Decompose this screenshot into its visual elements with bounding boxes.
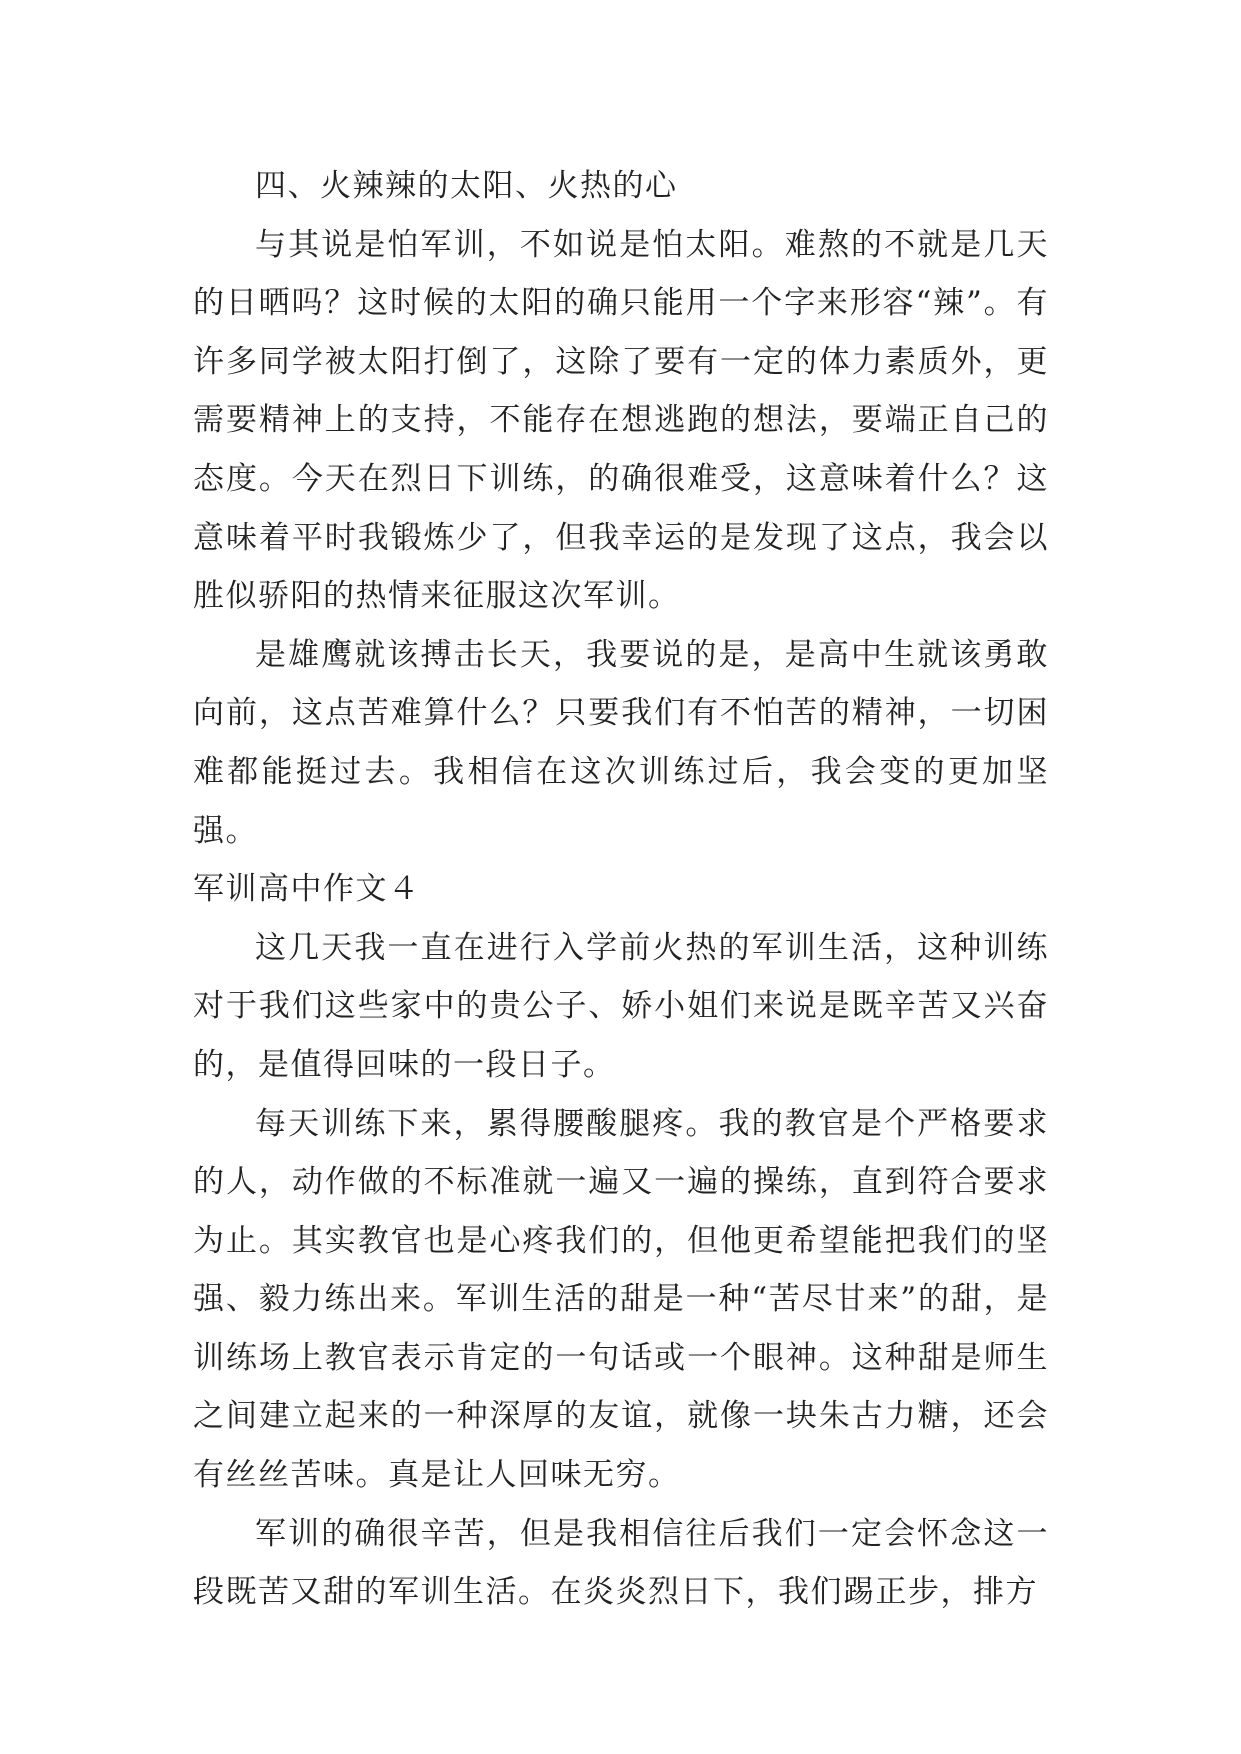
paragraph: 每天训练下来，累得腰酸腿疼。我的教官是个严格要求的人，动作做的不标准就一遍又一遍的操练，直到符合要求为止。其实教官也是心疼我们的，但他更希望能把我们的坚强、毅力练出来。军训生活的甜是一种“苦尽甘来”的甜，是训练场上教官表示肯定的一句话或一个眼神。这种甜是师生之间建立起来的一种深厚的友谊，就像一块朱古力糖，还会有丝丝苦味。真是让人回味无穷。: [193, 1105, 1049, 1494]
essay-title: 军训高中作文４: [193, 871, 421, 908]
paragraph: 军训的确很辛苦，但是我相信往后我们一定会怀念这一段既苦又甜的军训生活。在炎炎烈日下，我们踢正步，排方: [193, 1515, 1049, 1611]
paragraph: 这几天我一直在进行入学前火热的军训生活，这种训练对于我们这些家中的贵公子、娇小姐们来说是既辛苦又兴奋的，是值得回味的一段日子。: [193, 929, 1049, 1083]
document-body: [193, 157, 1049, 1622]
paragraph: 是雄鹰就该搏击长天，我要说的是，是高中生就该勇敢向前，这点苦难算什么？只要我们有不怕苦的精神，一切困难都能挺过去。我相信在这次训练过后，我会变的更加坚强。: [193, 636, 1049, 849]
paragraph: 与其说是怕军训，不如说是怕太阳。难熬的不就是几天的日晒吗？这时候的太阳的确只能用一个字来形容“辣”。有许多同学被太阳打倒了，这除了要有一定的体力素质外，更需要精神上的支持，不能存在想逃跑的想法，要端正自己的态度。今天在烈日下训练，的确很难受，这意味着什么？这意味着平时我锻炼少了，但我幸运的是发现了这点，我会以胜似骄阳的热情来征服这次军训。: [193, 226, 1049, 615]
section-heading: 四、火辣辣的太阳、火热的心: [255, 168, 678, 204]
